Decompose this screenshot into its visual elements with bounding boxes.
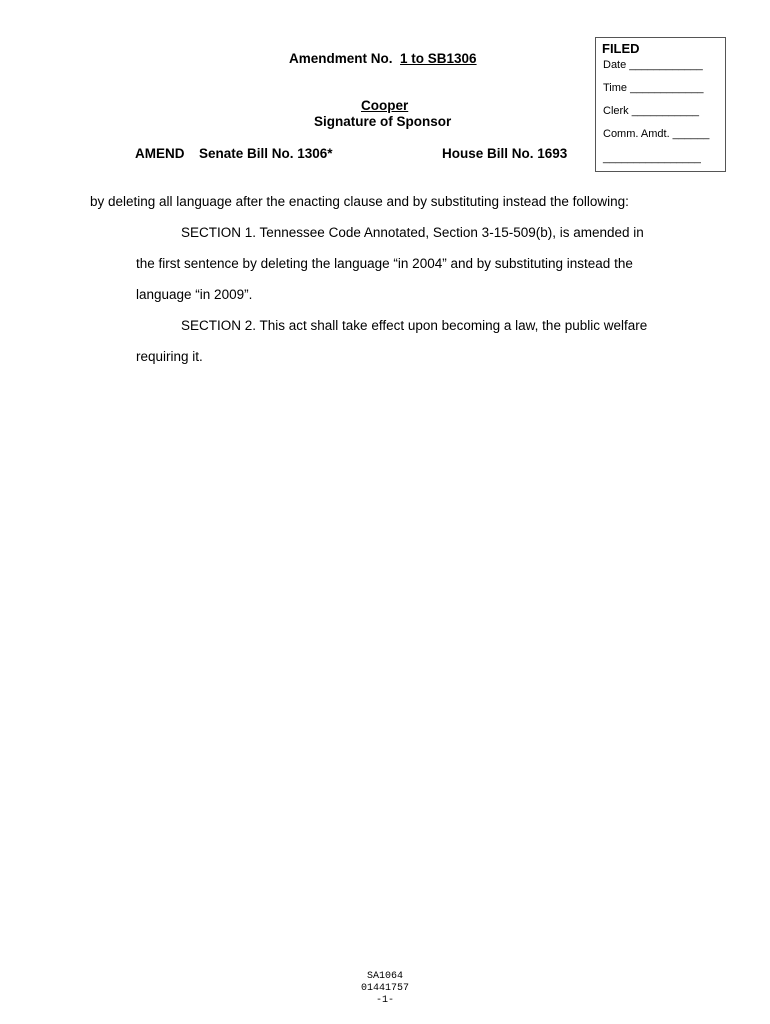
filed-date: Date ____________	[603, 59, 703, 71]
house-bill: House Bill No. 1693	[442, 146, 568, 161]
sponsor-name: Cooper	[361, 98, 409, 113]
filed-time: Time ____________	[603, 82, 704, 94]
section-1-line-3: language “in 2009”.	[136, 287, 253, 302]
amendment-title	[289, 51, 477, 66]
section-1-line-1: SECTION 1. Tennessee Code Annotated, Section 3-15-509(b), is amended in	[181, 225, 644, 240]
filed-clerk: Clerk ___________	[603, 105, 700, 117]
section-1-line-2: the first sentence by deleting the language “in 2004” and by substituting instead the	[136, 256, 633, 271]
section-2-line-2: requiring it.	[136, 349, 203, 364]
amendment-prefix: Amendment No.	[289, 51, 393, 66]
senate-bill: Senate Bill No. 1306*	[199, 146, 333, 161]
section-2-line-1: SECTION 2. This act shall take effect upon becoming a law, the public welfare	[181, 318, 648, 333]
filed-title: FILED	[602, 41, 640, 56]
document-footer	[0, 971, 770, 1007]
amend-label: AMEND	[135, 146, 185, 161]
page-number: -1-	[375, 995, 394, 1006]
intro-paragraph: by deleting all language after the enacting clause and by substituting instead the following:	[90, 194, 629, 209]
filed-blank-line: ________________	[603, 152, 701, 164]
sponsor-caption: Signature of Sponsor	[314, 114, 452, 129]
amendment-ref: 1 to SB1306	[400, 51, 477, 66]
filed-stamp-box	[595, 37, 726, 172]
footer-number: 01441757	[360, 983, 409, 994]
filed-comm-amdt: Comm. Amdt. ______	[603, 128, 710, 140]
footer-code: SA1064	[366, 971, 403, 982]
